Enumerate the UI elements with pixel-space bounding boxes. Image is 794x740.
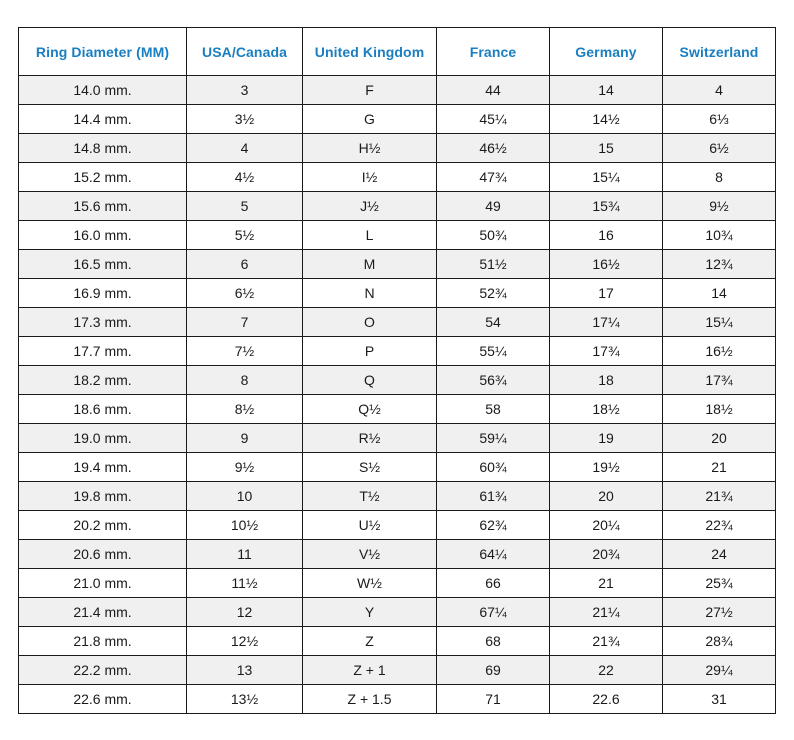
header-france: France bbox=[437, 28, 550, 76]
cell-germany: 15¼ bbox=[550, 163, 663, 192]
cell-united-kingdom: Q½ bbox=[303, 395, 437, 424]
cell-germany: 20¾ bbox=[550, 540, 663, 569]
header-united-kingdom: United Kingdom bbox=[303, 28, 437, 76]
cell-usa-canada: 8 bbox=[187, 366, 303, 395]
header-row bbox=[19, 28, 776, 76]
cell-usa-canada: 11½ bbox=[187, 569, 303, 598]
cell-switzerland: 8 bbox=[663, 163, 776, 192]
cell-ring-diameter: 22.6 mm. bbox=[19, 685, 187, 714]
cell-united-kingdom: J½ bbox=[303, 192, 437, 221]
cell-united-kingdom: H½ bbox=[303, 134, 437, 163]
table-row bbox=[19, 279, 776, 308]
cell-switzerland: 28¾ bbox=[663, 627, 776, 656]
cell-germany: 17¼ bbox=[550, 308, 663, 337]
cell-switzerland: 18½ bbox=[663, 395, 776, 424]
cell-france: 49 bbox=[437, 192, 550, 221]
cell-germany: 22.6 bbox=[550, 685, 663, 714]
cell-united-kingdom: Z + 1 bbox=[303, 656, 437, 685]
cell-switzerland: 17¾ bbox=[663, 366, 776, 395]
cell-usa-canada: 10½ bbox=[187, 511, 303, 540]
table-row bbox=[19, 221, 776, 250]
cell-france: 67¼ bbox=[437, 598, 550, 627]
cell-switzerland: 12¾ bbox=[663, 250, 776, 279]
cell-france: 64¼ bbox=[437, 540, 550, 569]
cell-united-kingdom: I½ bbox=[303, 163, 437, 192]
cell-ring-diameter: 14.8 mm. bbox=[19, 134, 187, 163]
cell-ring-diameter: 20.2 mm. bbox=[19, 511, 187, 540]
cell-usa-canada: 13½ bbox=[187, 685, 303, 714]
cell-usa-canada: 7½ bbox=[187, 337, 303, 366]
cell-usa-canada: 6½ bbox=[187, 279, 303, 308]
cell-france: 60¾ bbox=[437, 453, 550, 482]
cell-usa-canada: 8½ bbox=[187, 395, 303, 424]
cell-germany: 20¼ bbox=[550, 511, 663, 540]
table-row bbox=[19, 76, 776, 105]
cell-united-kingdom: G bbox=[303, 105, 437, 134]
cell-ring-diameter: 18.2 mm. bbox=[19, 366, 187, 395]
cell-switzerland: 20 bbox=[663, 424, 776, 453]
cell-france: 55¼ bbox=[437, 337, 550, 366]
cell-usa-canada: 13 bbox=[187, 656, 303, 685]
cell-switzerland: 15¼ bbox=[663, 308, 776, 337]
header-switzerland: Switzerland bbox=[663, 28, 776, 76]
cell-united-kingdom: U½ bbox=[303, 511, 437, 540]
cell-united-kingdom: O bbox=[303, 308, 437, 337]
cell-germany: 21¾ bbox=[550, 627, 663, 656]
cell-ring-diameter: 14.4 mm. bbox=[19, 105, 187, 134]
cell-usa-canada: 12½ bbox=[187, 627, 303, 656]
cell-france: 71 bbox=[437, 685, 550, 714]
table-row bbox=[19, 395, 776, 424]
cell-ring-diameter: 22.2 mm. bbox=[19, 656, 187, 685]
cell-ring-diameter: 16.9 mm. bbox=[19, 279, 187, 308]
header-germany: Germany bbox=[550, 28, 663, 76]
cell-ring-diameter: 17.3 mm. bbox=[19, 308, 187, 337]
cell-ring-diameter: 20.6 mm. bbox=[19, 540, 187, 569]
cell-ring-diameter: 19.4 mm. bbox=[19, 453, 187, 482]
cell-germany: 18½ bbox=[550, 395, 663, 424]
table-row bbox=[19, 685, 776, 714]
cell-united-kingdom: P bbox=[303, 337, 437, 366]
table-row bbox=[19, 337, 776, 366]
cell-germany: 15 bbox=[550, 134, 663, 163]
cell-ring-diameter: 18.6 mm. bbox=[19, 395, 187, 424]
cell-france: 46½ bbox=[437, 134, 550, 163]
cell-germany: 19 bbox=[550, 424, 663, 453]
cell-germany: 15¾ bbox=[550, 192, 663, 221]
cell-ring-diameter: 21.8 mm. bbox=[19, 627, 187, 656]
table-row bbox=[19, 134, 776, 163]
cell-france: 47¾ bbox=[437, 163, 550, 192]
cell-france: 54 bbox=[437, 308, 550, 337]
table-row bbox=[19, 656, 776, 685]
cell-ring-diameter: 21.4 mm. bbox=[19, 598, 187, 627]
cell-united-kingdom: Z bbox=[303, 627, 437, 656]
cell-ring-diameter: 21.0 mm. bbox=[19, 569, 187, 598]
ring-size-table-container bbox=[18, 27, 775, 714]
cell-germany: 20 bbox=[550, 482, 663, 511]
cell-usa-canada: 4 bbox=[187, 134, 303, 163]
cell-united-kingdom: W½ bbox=[303, 569, 437, 598]
cell-france: 51½ bbox=[437, 250, 550, 279]
cell-ring-diameter: 17.7 mm. bbox=[19, 337, 187, 366]
cell-switzerland: 24 bbox=[663, 540, 776, 569]
cell-france: 50¾ bbox=[437, 221, 550, 250]
cell-usa-canada: 5½ bbox=[187, 221, 303, 250]
table-header bbox=[19, 28, 776, 76]
cell-germany: 16½ bbox=[550, 250, 663, 279]
cell-usa-canada: 9 bbox=[187, 424, 303, 453]
cell-united-kingdom: Z + 1.5 bbox=[303, 685, 437, 714]
cell-usa-canada: 4½ bbox=[187, 163, 303, 192]
cell-germany: 19½ bbox=[550, 453, 663, 482]
cell-usa-canada: 7 bbox=[187, 308, 303, 337]
cell-united-kingdom: N bbox=[303, 279, 437, 308]
cell-germany: 17¾ bbox=[550, 337, 663, 366]
cell-ring-diameter: 19.0 mm. bbox=[19, 424, 187, 453]
cell-usa-canada: 11 bbox=[187, 540, 303, 569]
cell-united-kingdom: V½ bbox=[303, 540, 437, 569]
ring-size-conversion-table bbox=[18, 27, 776, 714]
cell-usa-canada: 12 bbox=[187, 598, 303, 627]
cell-germany: 14½ bbox=[550, 105, 663, 134]
cell-switzerland: 21¾ bbox=[663, 482, 776, 511]
cell-ring-diameter: 15.2 mm. bbox=[19, 163, 187, 192]
cell-united-kingdom: T½ bbox=[303, 482, 437, 511]
table-row bbox=[19, 627, 776, 656]
cell-switzerland: 4 bbox=[663, 76, 776, 105]
cell-usa-canada: 10 bbox=[187, 482, 303, 511]
cell-usa-canada: 9½ bbox=[187, 453, 303, 482]
cell-france: 56¾ bbox=[437, 366, 550, 395]
table-row bbox=[19, 105, 776, 134]
table-row bbox=[19, 511, 776, 540]
cell-germany: 21 bbox=[550, 569, 663, 598]
cell-switzerland: 22¾ bbox=[663, 511, 776, 540]
cell-ring-diameter: 16.5 mm. bbox=[19, 250, 187, 279]
table-row bbox=[19, 192, 776, 221]
cell-switzerland: 31 bbox=[663, 685, 776, 714]
cell-germany: 22 bbox=[550, 656, 663, 685]
cell-france: 44 bbox=[437, 76, 550, 105]
table-row bbox=[19, 482, 776, 511]
cell-united-kingdom: Y bbox=[303, 598, 437, 627]
cell-united-kingdom: M bbox=[303, 250, 437, 279]
cell-germany: 21¼ bbox=[550, 598, 663, 627]
table-row bbox=[19, 453, 776, 482]
cell-united-kingdom: Q bbox=[303, 366, 437, 395]
cell-france: 69 bbox=[437, 656, 550, 685]
cell-germany: 18 bbox=[550, 366, 663, 395]
cell-ring-diameter: 16.0 mm. bbox=[19, 221, 187, 250]
table-row bbox=[19, 424, 776, 453]
cell-usa-canada: 3 bbox=[187, 76, 303, 105]
cell-ring-diameter: 14.0 mm. bbox=[19, 76, 187, 105]
cell-germany: 16 bbox=[550, 221, 663, 250]
cell-germany: 14 bbox=[550, 76, 663, 105]
cell-switzerland: 29¼ bbox=[663, 656, 776, 685]
cell-switzerland: 16½ bbox=[663, 337, 776, 366]
cell-france: 66 bbox=[437, 569, 550, 598]
cell-switzerland: 6½ bbox=[663, 134, 776, 163]
cell-usa-canada: 3½ bbox=[187, 105, 303, 134]
table-row bbox=[19, 250, 776, 279]
header-ring-diameter: Ring Diameter (MM) bbox=[19, 28, 187, 76]
cell-switzerland: 27½ bbox=[663, 598, 776, 627]
cell-france: 62¾ bbox=[437, 511, 550, 540]
cell-united-kingdom: L bbox=[303, 221, 437, 250]
cell-switzerland: 25¾ bbox=[663, 569, 776, 598]
cell-united-kingdom: R½ bbox=[303, 424, 437, 453]
cell-france: 45¼ bbox=[437, 105, 550, 134]
table-row bbox=[19, 598, 776, 627]
cell-switzerland: 10¾ bbox=[663, 221, 776, 250]
cell-france: 68 bbox=[437, 627, 550, 656]
table-row bbox=[19, 540, 776, 569]
table-row bbox=[19, 366, 776, 395]
table-body bbox=[19, 76, 776, 714]
cell-switzerland: 6⅓ bbox=[663, 105, 776, 134]
cell-ring-diameter: 19.8 mm. bbox=[19, 482, 187, 511]
cell-switzerland: 9½ bbox=[663, 192, 776, 221]
cell-france: 59¼ bbox=[437, 424, 550, 453]
cell-united-kingdom: S½ bbox=[303, 453, 437, 482]
cell-france: 58 bbox=[437, 395, 550, 424]
cell-ring-diameter: 15.6 mm. bbox=[19, 192, 187, 221]
table-row bbox=[19, 163, 776, 192]
cell-united-kingdom: F bbox=[303, 76, 437, 105]
cell-france: 61¾ bbox=[437, 482, 550, 511]
table-row bbox=[19, 308, 776, 337]
cell-usa-canada: 5 bbox=[187, 192, 303, 221]
cell-germany: 17 bbox=[550, 279, 663, 308]
header-usa-canada: USA/Canada bbox=[187, 28, 303, 76]
cell-switzerland: 14 bbox=[663, 279, 776, 308]
cell-usa-canada: 6 bbox=[187, 250, 303, 279]
cell-switzerland: 21 bbox=[663, 453, 776, 482]
table-row bbox=[19, 569, 776, 598]
cell-france: 52¾ bbox=[437, 279, 550, 308]
